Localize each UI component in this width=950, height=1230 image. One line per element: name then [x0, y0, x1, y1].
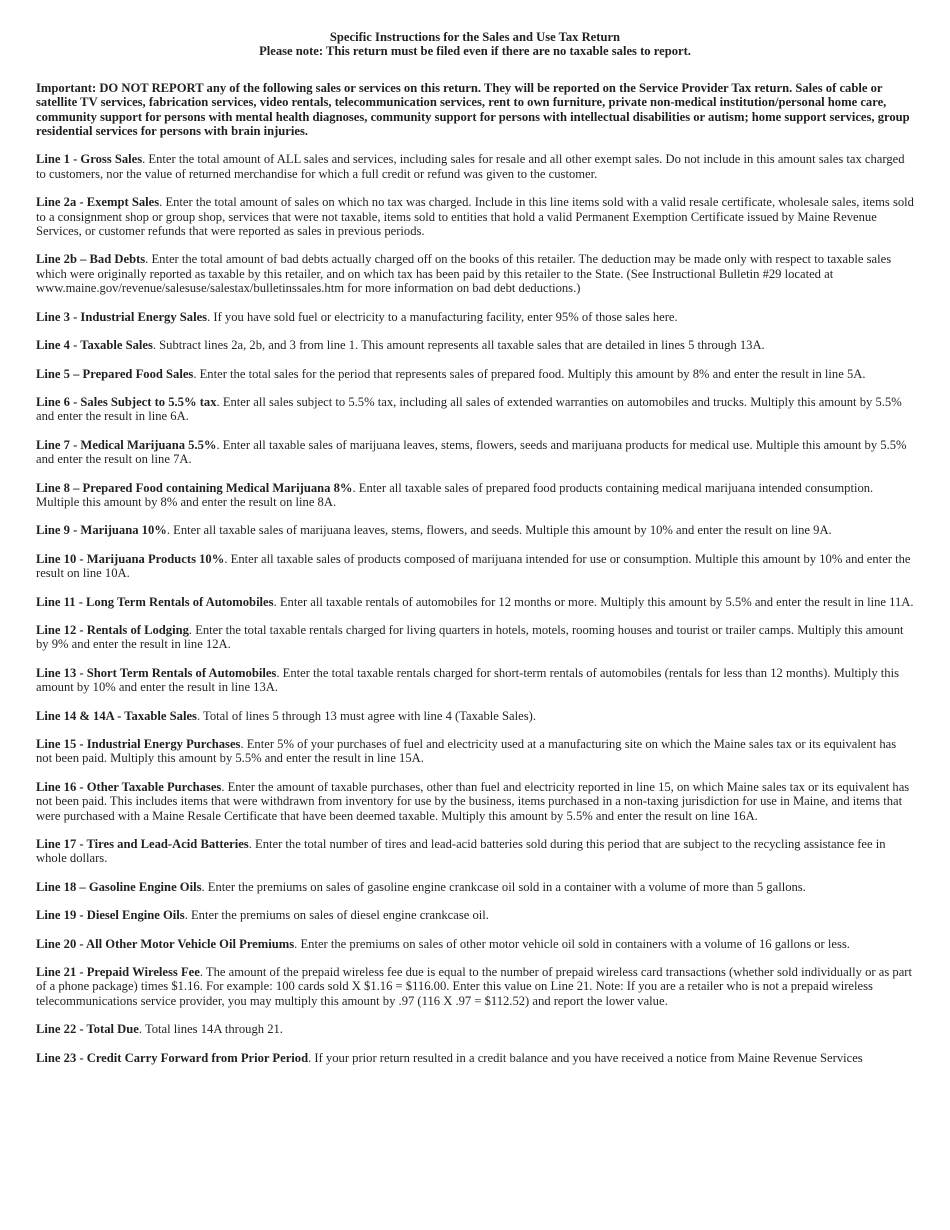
line-17-instruction: [36, 837, 914, 866]
line-text: . Enter the total amount of ALL sales and services, including sales for resale and all other exempt sales. Do not include in this amount sales tax charged to customers, nor the value of returned merchandise for which a full credit or refund was given to the customer.: [36, 152, 905, 181]
line-heading: Line 20 - All Other Motor Vehicle Oil Premiums: [36, 936, 295, 951]
line-text: . If your prior return resulted in a credit balance and you have received a notice from Maine Revenue Services: [308, 1050, 863, 1065]
line-21-instruction: [36, 965, 914, 1008]
line-text: . Enter 5% of your purchases of fuel and electricity used at a manufacturing site on which the Maine sales tax or its equivalent has not been paid. Multiply this amount by 5.5% and enter the result in line 15A.: [36, 737, 897, 766]
line-heading: Line 12 - Rentals of Lodging: [36, 622, 189, 637]
line-heading: Line 7 - Medical Marijuana 5.5%: [36, 437, 217, 452]
line-3-instruction: [36, 310, 914, 324]
line-6-instruction: [36, 395, 914, 424]
line-text: . Enter the total taxable rentals charged for short-term rentals of automobiles (rentals for less than 12 months). Multiply this amount by 10% and enter the result in line 13A.: [36, 665, 899, 695]
line-text: . Total lines 14A through 21.: [138, 1022, 283, 1037]
line-19-instruction: [36, 908, 914, 922]
line-heading: Line 10 - Marijuana Products 10%: [36, 551, 225, 566]
line-heading: Line 23 - Credit Carry Forward from Prior Period: [36, 1050, 309, 1065]
line-text: . Enter the total sales for the period that represents sales of prepared food. Multiply this amount by 8% and enter the result in line 5A.: [193, 366, 866, 381]
line-10-instruction: [36, 552, 914, 581]
line-text: . Enter the amount of taxable purchases, other than fuel and electricity reported in line 15, on which Maine sales tax or its equivalent has not been paid. This includes items that were withdrawn from inventory for use by the business, items purchased in a non-taxing jurisdiction for use in Maine, and items that were purchased with a Maine Resale Certificate that have been deemed taxable. Multiply this amount by 5.5% and enter the result on line 16A.: [36, 779, 910, 823]
line-22-instruction: [36, 1022, 914, 1036]
line-text: . Enter the total amount of bad debts actually charged off on the books of this retailer. The deduction may be made only with respect to taxable sales which were originally reported as taxable by this retailer, and on which tax has been paid by this retailer to the State. (See Instructional Bulletin #29 located at www.maine.gov/revenue/salesuse/salestax/bulletinssales.htm for more information on bad debt deductions.): [36, 252, 892, 296]
line-9-instruction: [36, 523, 914, 537]
line-text: . If you have sold fuel or electricity to a manufacturing facility, enter 95% of those sales here.: [207, 309, 678, 324]
line-12-instruction: [36, 623, 914, 652]
line-heading: Line 17 - Tires and Lead-Acid Batteries: [36, 837, 249, 852]
line-text: . Enter all taxable rentals of automobiles for 12 months or more. Multiply this amount by 5.5% and enter the result in line 11A.: [273, 594, 914, 609]
line-18-instruction: [36, 880, 914, 894]
line-4-instruction: [36, 338, 914, 352]
line-text: . Enter all taxable sales of marijuana leaves, stems, flowers, seeds and marijuana products for medical use. Multiple this amount by 5.5% and enter the result on line 7A.: [36, 437, 907, 467]
line-heading: Line 14 & 14A - Taxable Sales: [36, 708, 197, 723]
line-20-instruction: [36, 937, 914, 951]
line-heading: Line 13 - Short Term Rentals of Automobiles: [36, 665, 277, 680]
line-heading: Line 9 - Marijuana 10%: [36, 523, 167, 538]
line-heading: Line 11 - Long Term Rentals of Automobiles: [36, 594, 274, 609]
line-text: . Enter the total number of tires and lead-acid batteries sold during this period that are subject to the recycling assistance fee in whole dollars.: [36, 837, 886, 866]
line-11-instruction: [36, 595, 914, 609]
line-text: . Total of lines 5 through 13 must agree with line 4 (Taxable Sales).: [196, 708, 536, 723]
line-instructions: [36, 152, 914, 1065]
line-text: . The amount of the prepaid wireless fee due is equal to the number of prepaid wireless card transactions (whether sold individually or as part of a phone package) times $1.16. For example: 100 cards sold X $1.16 = $116.00. Enter this value on Line 21. Note: If you are a retailer who is not a prepaid wireless telecommunications service provider, you may multiply this amount by .97 (116 X .97 = $112.52) and report the lower value.: [36, 965, 912, 1008]
line-heading: Line 2b – Bad Debts: [36, 252, 146, 267]
line-heading: Line 6 - Sales Subject to 5.5% tax: [36, 394, 217, 409]
line-23-instruction: [36, 1051, 914, 1065]
line-text: . Enter all sales subject to 5.5% tax, including all sales of extended warranties on automobiles and trucks. Multiply this amount by 5.5% and enter the result in line 6A.: [36, 394, 902, 424]
line-heading: Line 3 - Industrial Energy Sales: [36, 309, 208, 324]
line-heading: Line 21 - Prepaid Wireless Fee: [36, 965, 200, 980]
line-text: . Subtract lines 2a, 2b, and 3 from line 1. This amount represents all taxable sales that are detailed in lines 5 through 13A.: [152, 338, 765, 353]
line-15-instruction: [36, 737, 914, 766]
line-text: . Enter the total taxable rentals charged for living quarters in hotels, motels, rooming houses and tourist or trailer camps. Multiply this amount by 9% and enter the result in line 12A.: [36, 622, 904, 652]
line-1-instruction: [36, 152, 914, 181]
page-title: Specific Instructions for the Sales and Use Tax Return: [329, 30, 621, 44]
line-2b-instruction: [36, 252, 914, 295]
line-text: . Enter all taxable sales of prepared food products containing medical marijuana intended consumption. Multiple this amount by 8% and enter the result on line 8A.: [36, 480, 874, 509]
line-5-instruction: [36, 367, 914, 381]
line-heading: Line 18 – Gasoline Engine Oils: [36, 879, 202, 894]
filing-note: Please note: This return must be filed even if there are no taxable sales to report.: [259, 44, 691, 59]
line-heading: Line 19 - Diesel Engine Oils: [36, 908, 185, 923]
line-text: . Enter the total amount of sales on which no tax was charged. Include in this line items sold with a valid resale certificate, wholesale sales, items sold to a consignment shop or group shop, services that were not taxable, items sold to entities that hold a valid Permanent Exemption Certificate issued by Maine Revenue Services, or customer refunds that were reported as sales in previous periods.: [36, 195, 914, 239]
line-text: . Enter all taxable sales of products composed of marijuana intended for use or consumption. Multiple this amount by 10% and enter the result on line 10A.: [36, 551, 911, 581]
line-heading: Line 16 - Other Taxable Purchases: [36, 779, 222, 794]
line-heading: Line 2a - Exempt Sales: [36, 195, 160, 210]
line-text: . Enter the premiums on sales of diesel engine crankcase oil.: [184, 908, 489, 923]
line-heading: Line 5 – Prepared Food Sales: [36, 366, 194, 381]
line-8-instruction: [36, 481, 914, 510]
line-16-instruction: [36, 780, 914, 823]
line-text: . Enter all taxable sales of marijuana leaves, stems, flowers, and seeds. Multiple this amount by 10% and enter the result on line 9A.: [166, 523, 832, 538]
line-heading: Line 4 - Taxable Sales: [36, 338, 153, 353]
line-14-instruction: [36, 709, 914, 723]
line-heading: Line 22 - Total Due: [36, 1022, 139, 1037]
line-text: . Enter the premiums on sales of other motor vehicle oil sold in containers with a volume of 16 gallons or less.: [294, 936, 850, 951]
line-text: . Enter the premiums on sales of gasoline engine crankcase oil sold in a container with a volume of more than 5 gallons.: [201, 879, 806, 894]
line-heading: Line 1 - Gross Sales: [36, 152, 143, 167]
line-heading: Line 8 – Prepared Food containing Medical Marijuana 8%: [36, 480, 353, 495]
important-notice: Important: DO NOT REPORT any of the following sales or services on this return. They will be reported on the Service Provider Tax return. Sales of cable or satellite TV services, fabrication services, video rentals, telecommunication services, rent to own furniture, private non-medical institution/personal home care, community support for persons with mental health diagnoses, community support for persons with intellectual disabilities or autism; home support services, group residential services for persons with brain injuries.: [36, 80, 910, 139]
line-heading: Line 15 - Industrial Energy Purchases: [36, 737, 241, 751]
line-2a-instruction: [36, 195, 914, 238]
line-7-instruction: [36, 438, 914, 467]
line-13-instruction: [36, 666, 914, 695]
